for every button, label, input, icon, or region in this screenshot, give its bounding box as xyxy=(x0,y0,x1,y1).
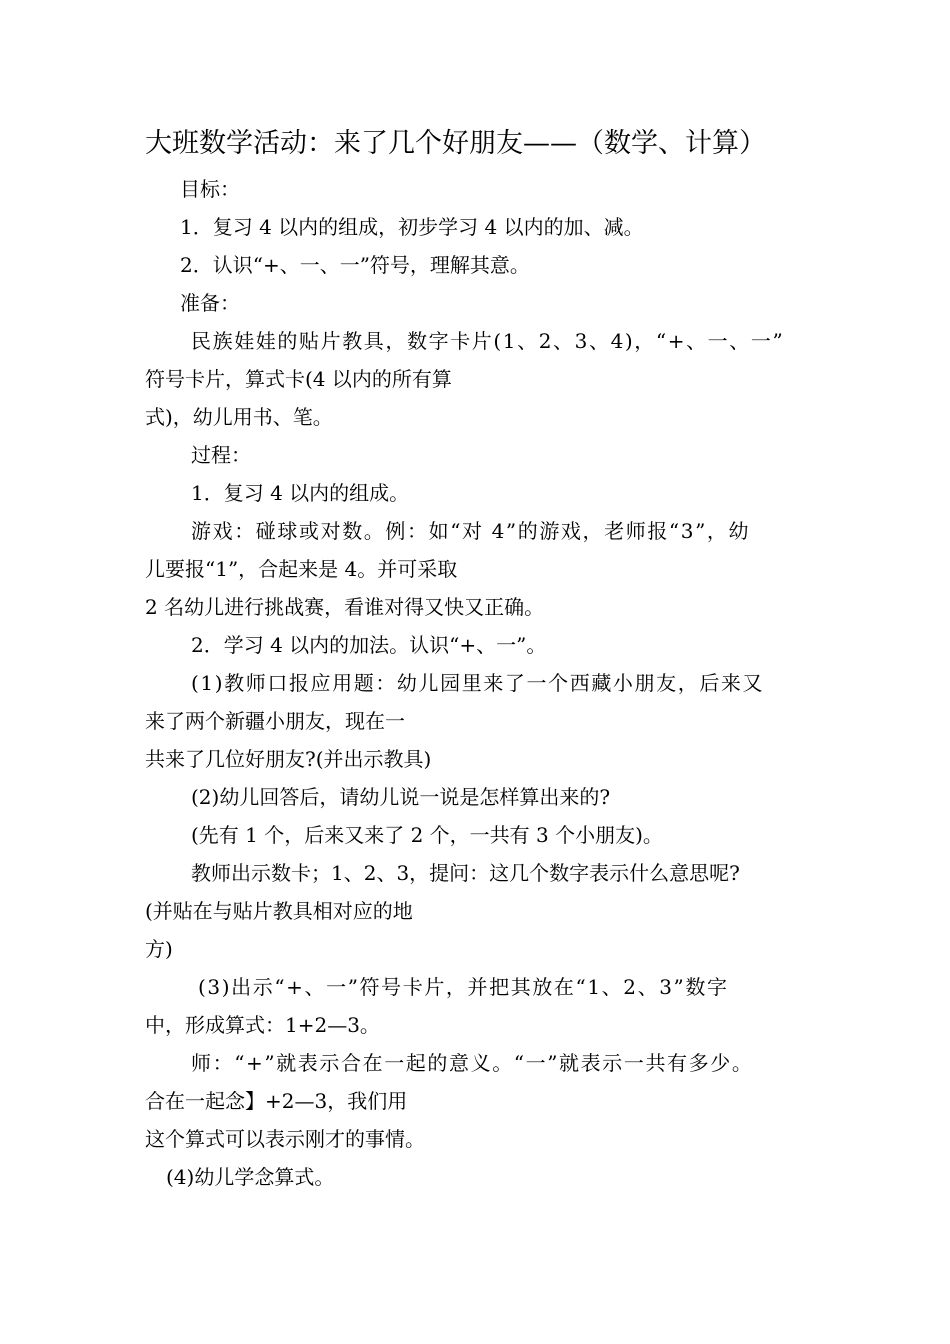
text-line: 式)，幼儿用书、笔。 xyxy=(145,405,333,429)
text-line: 过程： xyxy=(191,443,251,467)
text-line: (1)教师口报应用题：幼儿园里来了一个西藏小朋友，后来又 xyxy=(191,671,765,695)
text-line: 这个算式可以表示刚才的事情。 xyxy=(145,1127,425,1151)
text-line: (2)幼儿回答后，请幼儿说一说是怎样算出来的? xyxy=(191,785,611,809)
text-line: 中，形成算式：1+2—3。 xyxy=(145,1013,380,1037)
text-line: 1．复习 4 以内的组成，初步学习 4 以内的加、减。 xyxy=(180,215,644,239)
text-line: 民族娃娃的贴片教具，数字卡片(1、2、3、4)，“+、一、一” xyxy=(191,329,785,353)
text-line: 合在一起念】+2—3，我们用 xyxy=(145,1089,408,1113)
text-line: 2．学习 4 以内的加法。认识“+、一”。 xyxy=(191,633,547,657)
text-line: 1．复习 4 以内的组成。 xyxy=(191,481,410,505)
text-line: 符号卡片，算式卡(4 以内的所有算 xyxy=(145,367,452,391)
text-line: (4)幼儿学念算式。 xyxy=(166,1165,335,1189)
text-line: 来了两个新疆小朋友，现在一 xyxy=(145,709,405,733)
text-line: 准备： xyxy=(180,291,240,315)
document-title: 大班数学活动：来了几个好朋友——（数学、计算） xyxy=(145,128,766,159)
text-line: 2．认识“+、一、一”符号，理解其意。 xyxy=(180,253,530,277)
text-line: 方) xyxy=(145,937,173,961)
text-line: (3)出示“+、一”符号卡片，并把其放在“1、2、3”数字 xyxy=(198,975,729,999)
text-line: 共来了几位好朋友?(并出示教具) xyxy=(145,747,432,771)
text-line: (并贴在与贴片教具相对应的地 xyxy=(145,899,413,923)
text-line: 儿要报“1”，合起来是 4。并可采取 xyxy=(145,557,458,581)
text-line: 师：“+”就表示合在一起的意义。“一”就表示一共有多少。 xyxy=(191,1051,754,1075)
text-line: 游戏：碰球或对数。例：如“对 4”的游戏，老师报“3”，幼 xyxy=(191,519,751,543)
text-line: 目标： xyxy=(180,177,240,201)
text-line: 2 名幼儿进行挑战赛，看谁对得又快又正确。 xyxy=(145,595,545,619)
text-line: (先有 1 个，后来又来了 2 个，一共有 3 个小朋友)。 xyxy=(191,823,663,847)
text-line: 教师出示数卡；1、2、3，提问：这几个数字表示什么意思呢? xyxy=(191,861,740,885)
